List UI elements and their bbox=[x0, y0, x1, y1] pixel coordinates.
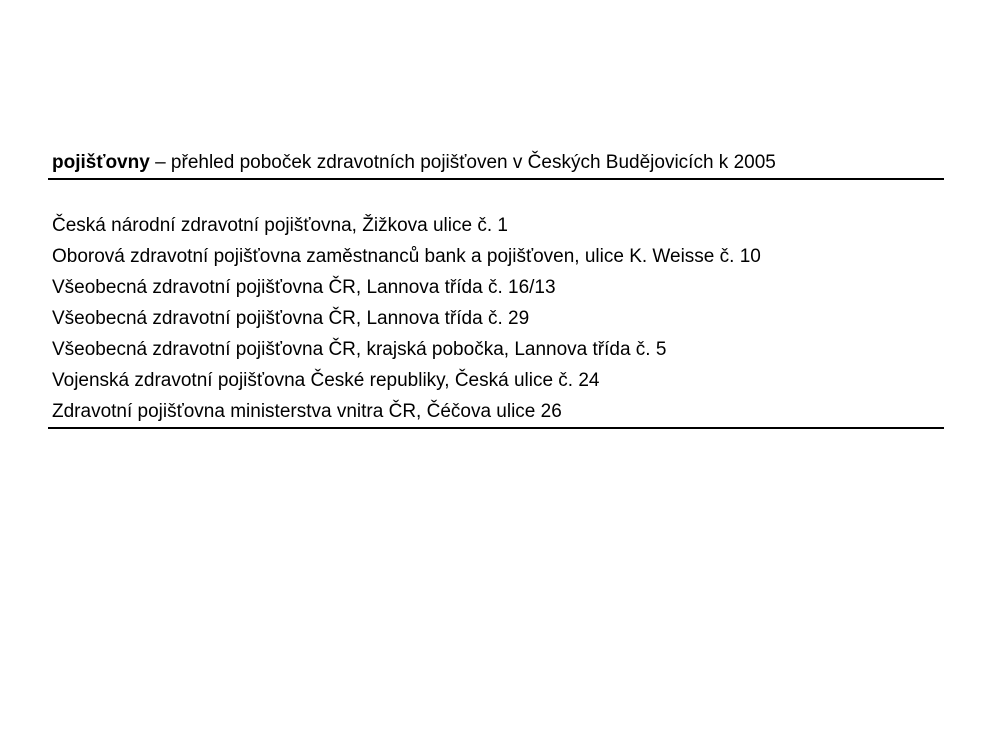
branch-item: Všeobecná zdravotní pojišťovna ČR, Lannova třída č. 29 bbox=[52, 308, 530, 329]
heading-separator: – bbox=[149, 152, 171, 173]
branch-list bbox=[48, 210, 944, 429]
document-body bbox=[48, 148, 944, 429]
branch-item: Vojenská zdravotní pojišťovna České republiky, Česká ulice č. 24 bbox=[52, 370, 600, 391]
heading-keyword: pojišťovny bbox=[52, 152, 150, 173]
branch-item: Zdravotní pojišťovna ministerstva vnitra ČR, Čéčova ulice 26 bbox=[52, 401, 562, 422]
heading bbox=[48, 148, 944, 180]
branch-item: Česká národní zdravotní pojišťovna, Žižkova ulice č. 1 bbox=[52, 215, 508, 236]
branch-item: Všeobecná zdravotní pojišťovna ČR, Lannova třída č. 16/13 bbox=[52, 277, 556, 298]
heading-description: přehled poboček zdravotních pojišťoven v Českých Budějovicích k 2005 bbox=[170, 152, 776, 173]
branch-item: Všeobecná zdravotní pojišťovna ČR, krajská pobočka, Lannova třída č. 5 bbox=[52, 339, 667, 360]
branch-item: Oborová zdravotní pojišťovna zaměstnanců bank a pojišťoven, ulice K. Weisse č. 10 bbox=[52, 246, 761, 267]
spacer bbox=[48, 180, 944, 210]
